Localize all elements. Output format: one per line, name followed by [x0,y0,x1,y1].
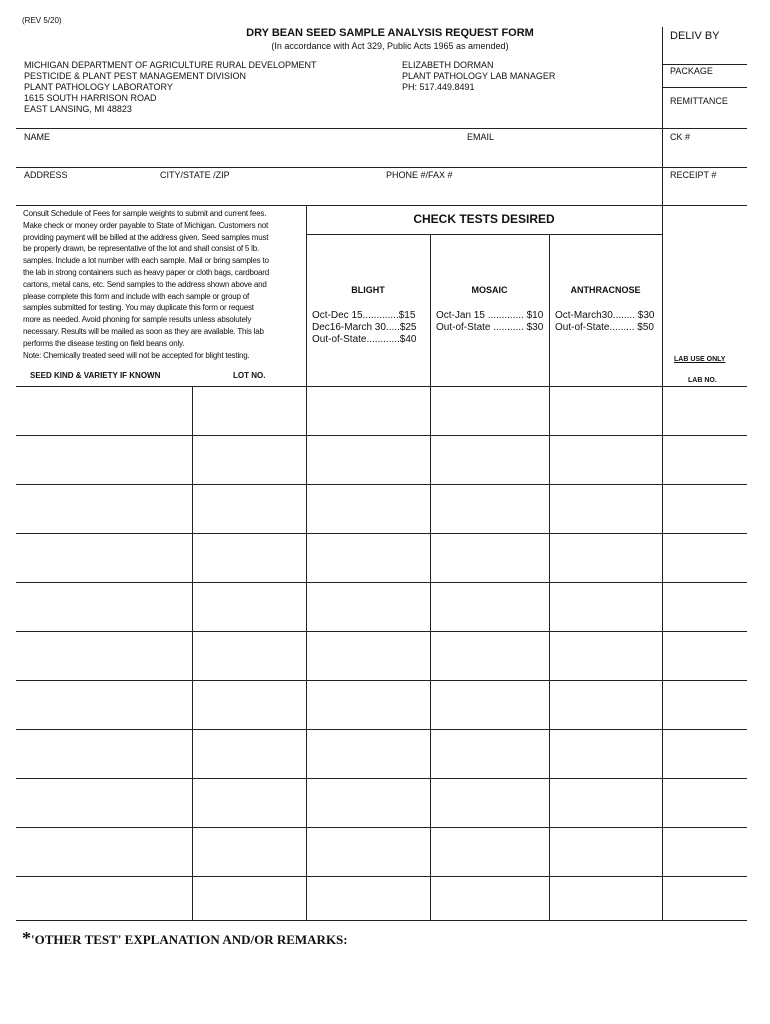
receipt-label: RECEIPT # [670,170,717,180]
address-label: ADDRESS [24,170,68,180]
contact-phone: PH: 517.449.8491 [402,82,475,92]
lab-use-only-label: LAB USE ONLY [674,356,726,363]
instruction-line: samples submitted for testing. You may duplicate this form or request [23,303,254,313]
instruction-line: more as needed. Avoid phoning for sample results unless absolutely [23,315,252,325]
name-label: NAME [24,132,51,142]
instruction-line: the lab in strong containers such as heavy paper or cloth bags, cardboard [23,267,270,277]
mosaic-label: MOSAIC [471,285,508,295]
department-line: MICHIGAN DEPARTMENT OF AGRICULTURE RURAL DEVELOPMENT [24,60,317,70]
address-field[interactable] [16,181,156,203]
contact-role: PLANT PATHOLOGY LAB MANAGER [402,71,556,81]
phone-fax-field[interactable] [386,181,658,203]
instructions-text [23,208,303,361]
mosaic-price-1: Oct-Jan 15 ............. $10 [436,310,544,321]
deliv-by-label: DELIV BY [670,30,720,42]
package-label: PACKAGE [670,66,713,76]
form-subtitle: (In accordance with Act 329, Public Acts 1965 as amended) [271,41,509,51]
form-title: DRY BEAN SEED SAMPLE ANALYSIS REQUEST FORM [246,27,534,39]
table-row[interactable] [17,583,192,631]
instruction-line: please complete this form and include with each sample or group of [23,291,250,301]
instruction-line: Make check or money order payable to State of Michigan. Customers not [23,220,268,230]
table-row[interactable] [17,436,192,484]
remittance-label: REMITTANCE [670,96,728,106]
revision-label: (REV 5/20) [22,16,62,25]
table-row[interactable] [17,632,192,680]
mosaic-price-2: Out-of-State ........... $30 [436,322,544,333]
table-row[interactable] [17,779,192,827]
instruction-line: cartons, metal cans, etc. Send samples to the address shown above and [23,279,267,289]
blight-price-1: Oct-Dec 15.............$15 [312,310,416,321]
anthracnose-test-option[interactable] [549,234,662,386]
department-line: PESTICIDE & PLANT PEST MANAGEMENT DIVISION [24,71,247,81]
table-row[interactable] [17,387,192,435]
email-label: EMAIL [467,132,495,142]
mosaic-test-option[interactable] [430,234,549,386]
seed-kind-header: SEED KIND & VARIETY IF KNOWN [30,371,161,380]
email-field[interactable] [460,143,658,165]
table-row[interactable] [17,681,192,729]
anthracnose-label: ANTHRACNOSE [570,285,641,295]
phone-fax-label: PHONE #/FAX # [386,170,453,180]
receipt-field[interactable] [665,181,747,203]
blight-price-2: Dec16-March 30.....$25 [312,322,417,333]
lab-no-label: LAB NO. [688,377,717,384]
remarks-label [22,928,348,949]
remarks-text: 'OTHER TEST' EXPLANATION AND/OR REMARKS: [31,932,348,947]
blight-price-3: Out-of-State............$40 [312,334,417,345]
instruction-line: providing payment will be billed at the address given. Seed samples must [23,232,269,242]
anthracnose-price-2: Out-of-State......... $50 [555,322,654,333]
ck-field[interactable] [665,143,747,165]
table-row[interactable] [17,730,192,778]
lab-contact [402,60,555,93]
ck-label: CK # [670,132,691,142]
department-line: EAST LANSING, MI 48823 [24,104,132,114]
city-state-zip-field[interactable] [160,181,382,203]
instruction-line: Note: Chemically treated seed will not be accepted for blight testing. [23,350,250,360]
lot-no-header: LOT NO. [233,371,266,380]
instruction-line: be properly drawn, be representative of the lot and shall consist of 5 lb. [23,244,260,254]
department-line: PLANT PATHOLOGY LABORATORY [24,82,173,92]
name-field[interactable] [16,143,456,165]
city-state-zip-label: CITY/STATE /ZIP [160,170,230,180]
instruction-line: performs the disease testing on field beans only. [23,338,185,348]
instruction-line: Consult Schedule of Fees for sample weights to submit and current fees. [23,209,267,218]
instruction-line: necessary. Results will be mailed as soon as they are available. This lab [23,326,264,336]
check-tests-heading: CHECK TESTS DESIRED [413,212,555,226]
blight-test-option[interactable] [306,234,430,386]
table-row[interactable] [17,485,192,533]
anthracnose-price-1: Oct-March30........ $30 [555,310,655,321]
table-row[interactable] [17,828,192,876]
blight-label: BLIGHT [351,285,385,295]
instruction-line: samples. Include a lot number with each sample. Mail or bring samples to [23,256,269,266]
remarks-field[interactable] [16,950,747,1010]
asterisk-mark: * [22,928,31,948]
department-line: 1615 SOUTH HARRISON ROAD [24,93,157,103]
table-row[interactable] [17,534,192,582]
department-address [24,60,317,115]
contact-name: ELIZABETH DORMAN [402,60,494,70]
table-row[interactable] [17,877,192,920]
